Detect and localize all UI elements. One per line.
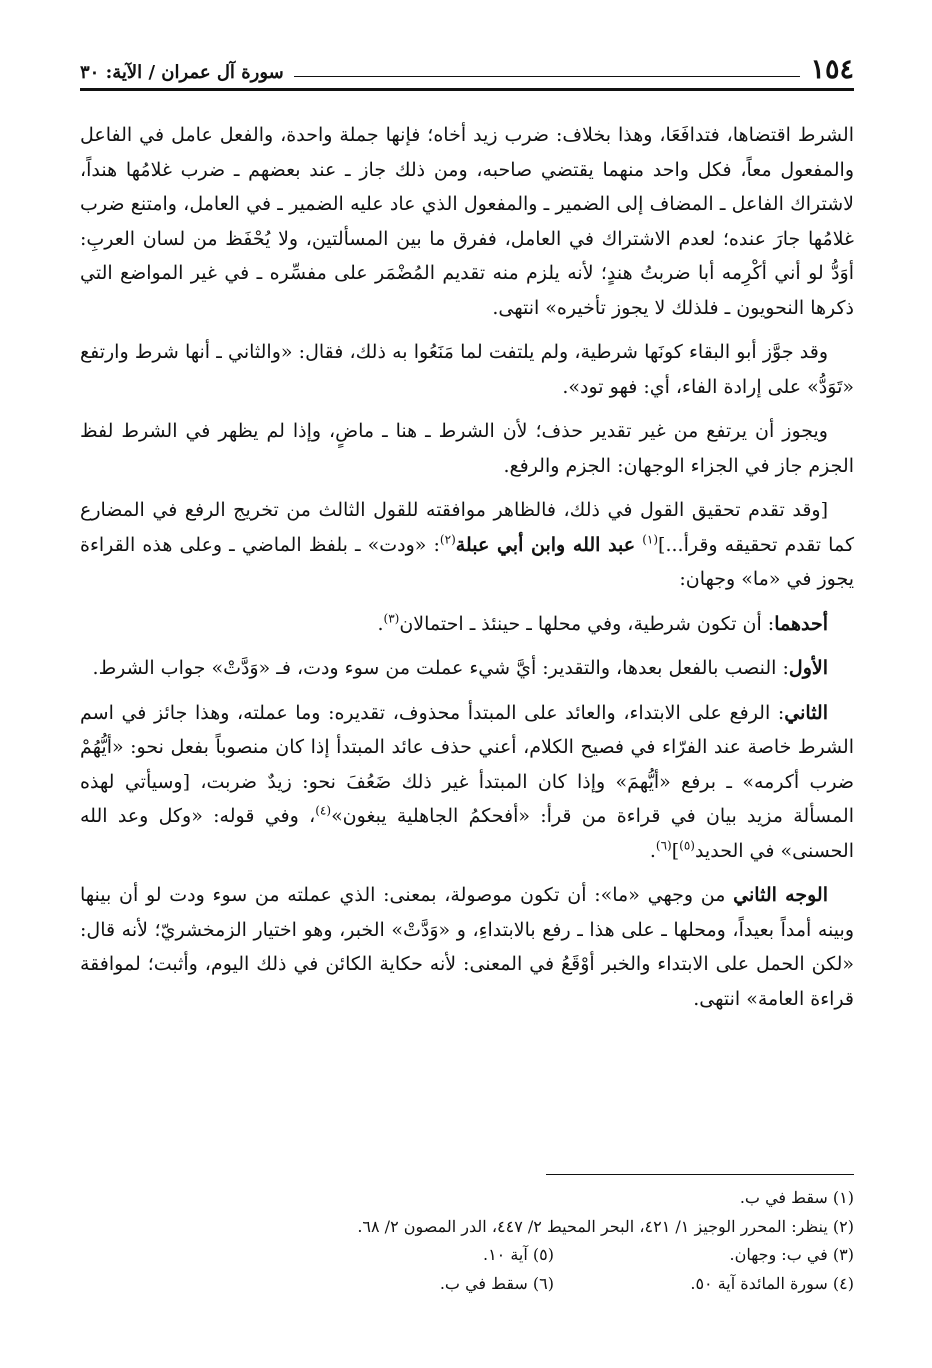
text-run: الشرط اقتضاها، فتدافَعَا، وهذا بخلاف: ضرب زيد أخاه؛ فإنها جملة واحدة، والفعل عامل في الفاعل والمفعول معاً، فكل واحد منهما يقتضي صاحبه، ومن ذلك جاز ـ عند بعضهم ـ ضرب غلامُها هنداً، لاشتراك الفاعل ـ المضاف إلى الضمير ـ والمفعول الذي عاد عليه الضمير ـ في العامل، وامتنع ضرب غلامُها جارَ عنده؛ لعدم الاشتراك في العامل، ففرق ما بين المسألتين، ولا يُحْفَظ من لسان العربِ: أوَدُّ لو أني أكْرِمه أبا ضربتُ هندٍ؛ لأنه يلزم منه تقديم المُضْمَر على مفسِّره ـ في غير المواضع التي ذكرها النحويون ـ فلذلك لا يجوز تأخيره» انتهى. bbox=[80, 124, 854, 319]
footnote-line bbox=[80, 1241, 854, 1270]
bold-term: الأول bbox=[788, 657, 828, 679]
paragraph bbox=[80, 414, 854, 483]
footnote-ref: (١) bbox=[642, 532, 659, 547]
footnote-ref: (٤) bbox=[315, 803, 332, 818]
footnote-1: (١) سقط في ب. bbox=[739, 1188, 854, 1207]
bold-term: أحدهما bbox=[774, 612, 828, 635]
paragraph bbox=[80, 607, 854, 642]
bold-term: الثاني bbox=[784, 701, 828, 724]
text-run: [وقد تقدم تحقيق القول في ذلك، فالظاهر موافقته للقول الثالث من تخريج الرفع في المضارع كما تقدم تحقيقه وقرأ...] bbox=[80, 499, 854, 556]
paragraph bbox=[80, 118, 854, 325]
footnote-3: (٣) في ب: وجهان. bbox=[729, 1245, 854, 1264]
paragraph bbox=[80, 696, 854, 869]
footnote-ref: (٣) bbox=[383, 611, 400, 626]
text-run: ، وفي قوله: «وكل وعد الله الحسنى» في الحديد bbox=[80, 805, 854, 862]
text-run: . bbox=[649, 839, 656, 862]
footnote-6: (٦) سقط في ب. bbox=[439, 1273, 554, 1293]
footnotes bbox=[80, 1184, 854, 1298]
header-divider bbox=[294, 76, 801, 77]
footnote-rule bbox=[546, 1174, 854, 1175]
paragraph bbox=[80, 493, 854, 597]
footnote-4: (٤) سورة المائدة آية ٥٠. bbox=[690, 1273, 854, 1293]
main-text bbox=[80, 118, 854, 1026]
text-run: وقد جوَّز أبو البقاء كونَها شرطية، ولم يلتفت لما مَنَعُوا به ذلك، فقال: «والثاني ـ أنها شرط وارتفع «تَوَدُّ» على إرادة الفاء، أي: فهو تود». bbox=[80, 341, 854, 398]
footnote-line bbox=[80, 1184, 854, 1213]
text-run: : «ودت» ـ بلفظ الماضي ـ وعلى هذه القراءة يجوز في «ما» وجهان: bbox=[80, 533, 854, 590]
footnote-line bbox=[80, 1213, 854, 1242]
text-run: ويجوز أن يرتفع من غير تقدير حذف؛ لأن الشرط ـ هنا ـ ماضٍ، وإذا لم يظهر في الشرط لفظ الجزم جاز في الجزاء الوجهان: الجزم والرفع. bbox=[80, 420, 854, 477]
page-number: ١٥٤ bbox=[810, 54, 854, 85]
page-header bbox=[80, 46, 854, 86]
running-title: سورة آل عمران / الآية: ٣٠ bbox=[80, 62, 284, 83]
footnote-5: (٥) آية ١٠. bbox=[482, 1245, 554, 1264]
footnote-2: (٢) ينظر: المحرر الوجيز ١/ ٤٢١، البحر المحيط ٢/ ٤٤٧، الدر المصون ٢/ ٦٨. bbox=[357, 1216, 854, 1236]
bold-term: الوجه الثاني bbox=[733, 884, 828, 906]
text-run: . bbox=[377, 612, 384, 635]
footnote-ref: (٥) bbox=[679, 838, 695, 853]
paragraph bbox=[80, 878, 854, 1016]
header-rule bbox=[80, 88, 854, 91]
text-run: : أن تكون شرطية، وفي محلها ـ حينئذ ـ احتمالان bbox=[399, 612, 775, 635]
footnote-ref: (٢) bbox=[439, 532, 456, 547]
footnote-line bbox=[80, 1270, 854, 1299]
paragraph bbox=[80, 651, 854, 686]
footnote-ref: (٦) bbox=[655, 838, 672, 853]
text-run: : الرفع على الابتداء، والعائد على المبتدأ محذوف، تقديره: وما عملته، وهذا جائز في اسم الشرط خاصة عند الفرّاء في فصيح الكلام، أعني حذف عائد المبتدأ إذا كان منصوباً بفعل نحو: «أيُّهُمْ ضرب أكرمه» ـ برفع «أيُّهمَ» وإذا كان المبتدأ غير ذلك ضَعُفَ نحو: زيدٌ ضربت، [وسيأتي لهذه المسألة مزيد بيان في قراءة من قرأ: «أفحكمُ الجاهلية يبغون» bbox=[80, 701, 854, 827]
paragraph bbox=[80, 335, 854, 404]
text-run: من وجهي «ما»: أن تكون موصولة، بمعنى: الذي عملته من سوء ودت لو أن بينها وبينه أمداً بعيداً، ومحلها ـ على هذا ـ رفع بالابتداءِ، و «وَدَّتْ» الخبر، وهو اختيار الزمخشريّ؛ لأنه قال: «لكن الحمل على الابتداء والخبر أوْقَعُ في المعنى: لأنه حكاية الكائن في ذلك اليوم، وأثبت؛ لموافقة قراءة العامة» انتهى. bbox=[80, 884, 854, 1010]
bold-term: عبد الله وابن أبي عبلة bbox=[455, 533, 636, 556]
text-run: ] bbox=[671, 839, 680, 862]
text-run: : النصب بالفعل بعدها، والتقدير: أيَّ شيء عملت من سوء ودت، فـ «وَدَّتْ» جواب الشرط. bbox=[92, 657, 789, 679]
